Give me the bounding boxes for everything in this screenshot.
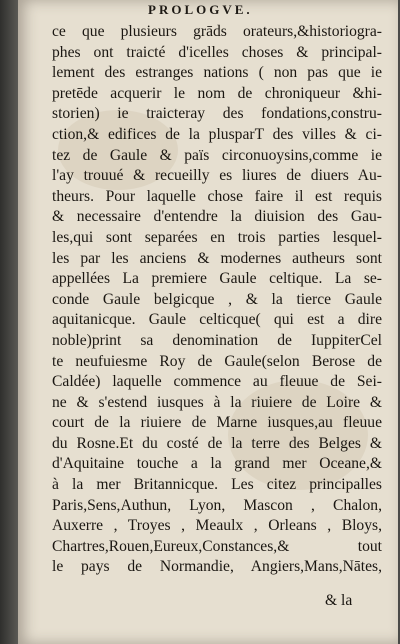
text-line: storien) ie traicteray des fondations,constru-	[52, 105, 382, 123]
text-line: d'Aquitaine touche a la grand mer Oceane,&	[52, 455, 382, 473]
text-line: ce que plusieurs grāds orateurs,&historiogra-	[52, 23, 382, 40]
catchword: & la	[325, 592, 353, 609]
text-line: lement des estranges nations ( non pas que ie	[52, 64, 382, 82]
text-line: à la mer Britannicque. Les citez principalles	[52, 476, 382, 494]
text-line: noble)print sa denomination de IuppiterCel	[52, 331, 382, 349]
text-line: appellées La premiere Gaule celtique. La se-	[52, 270, 382, 288]
text-line: le pays de Normandie, Angiers,Mans,Nātes,	[52, 558, 382, 576]
text-line: pretēde acquerir le nom de chroniqueur &hi-	[52, 84, 382, 102]
text-line: ction,& edifices de la plusparT des villes & ci-	[52, 125, 382, 143]
text-line: & necessaire d'entendre la diuision des Gau-	[52, 208, 382, 226]
text-line: les par les anciens & modernes autheurs sont	[52, 249, 382, 267]
text-line: l'ay trouué & recueilly es liures de diuers Au-	[52, 167, 382, 185]
text-line: phes ont traicté d'icelles choses & principal-	[52, 43, 382, 61]
body-text	[52, 22, 382, 578]
text-line: ne & s'estend iusques à la riuiere de Loire &	[52, 393, 382, 411]
text-line: Caldée) laquelle commence au fleuue de Sei-	[52, 373, 382, 391]
book-gutter	[0, 0, 18, 644]
running-head: PROLOGVE.	[148, 2, 253, 17]
text-line: te neufuiesme Roy de Gaule(selon Berose de	[52, 352, 382, 370]
text-line: theurs. Pour laquelle chose faire il est requis	[52, 187, 382, 205]
text-line: tez de Gaule & païs circonuoysins,comme ie	[52, 146, 382, 164]
text-line: Auxerre , Troyes , Meaulx , Orleans , Bloys,	[52, 517, 382, 535]
text-line: les,qui sont separées en trois parties lesquel-	[52, 228, 382, 246]
text-line: conde Gaule belgicque , & la tierce Gaule	[52, 290, 382, 308]
text-line: aquitanicque. Gaule celticque( qui est a dire	[52, 311, 382, 329]
text-line: du Rosne.Et du costé de la terre des Belges &	[52, 434, 382, 452]
text-line: Paris,Sens,Authun, Lyon, Mascon , Chalon,	[52, 496, 382, 514]
text-line: Chartres,Rouen,Eureux,Constances,& tout	[52, 537, 382, 555]
text-line: court de la riuiere de Marne iusques,au fleuue	[52, 414, 382, 432]
